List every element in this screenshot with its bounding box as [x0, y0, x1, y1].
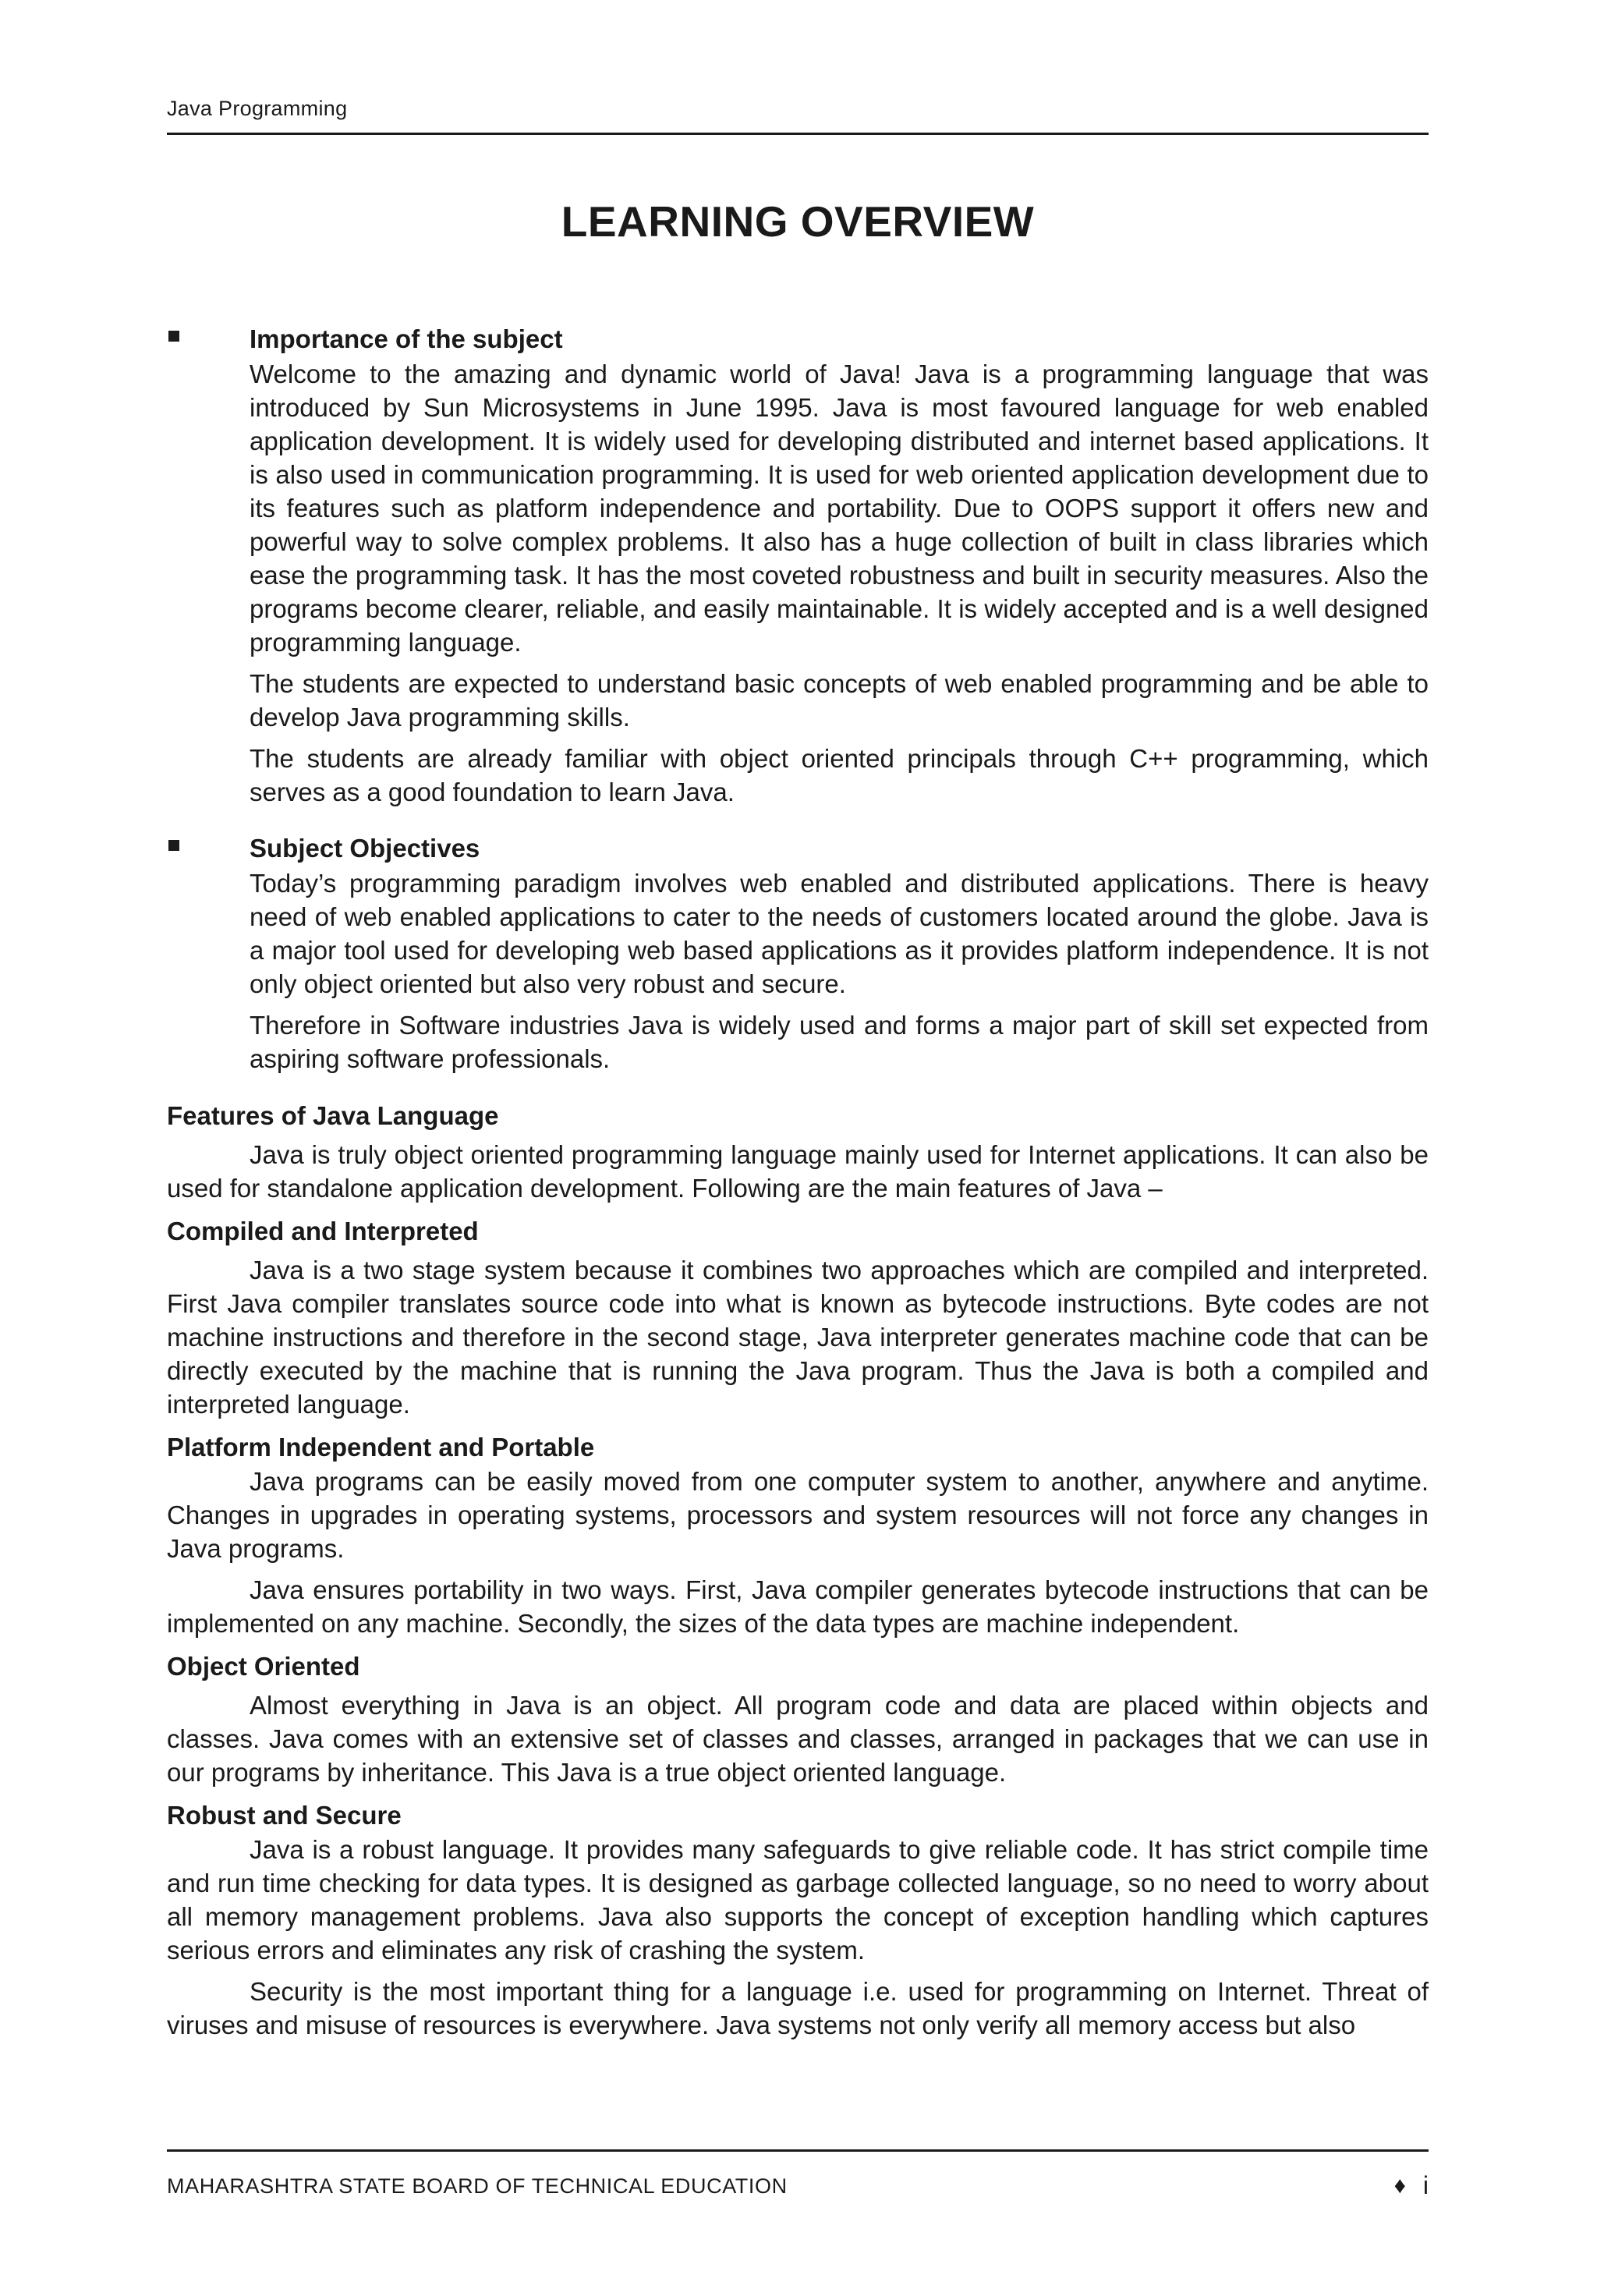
paragraph: Java is a robust language. It provides many safeguards to give reliable code. It has strict compile time and run time checking for data types. It is designed as garbage collected language, so no need to worry about all memory management problems. Java also supports the concept of exception handling which captures serious errors and eliminates any risk of crashing the system. [167, 1835, 1429, 1965]
square-bullet-icon [168, 331, 179, 342]
overview-item-objectives [167, 831, 1429, 1075]
section-heading: Compiled and Interpreted [167, 1217, 479, 1245]
document-page [167, 0, 1429, 2296]
paragraph: Java ensures portability in two ways. First, Java compiler generates bytecode instructions that can be implemented on any machine. Secondly, the sizes of the data types are machine independent. [167, 1575, 1429, 1638]
page-number: i [1422, 2171, 1429, 2199]
overview-item-importance [167, 321, 1429, 809]
header-rule [167, 133, 1429, 135]
paragraph: Therefore in Software industries Java is widely used and forms a major part of skill set expected from aspiring software professionals. [250, 1011, 1429, 1073]
paragraph: Almost everything in Java is an object. All program code and data are placed within objects and classes. Java comes with an extensive set of classes and classes, arranged in packages that we can use in our programs by inheritance. This Java is a true object oriented language. [167, 1691, 1429, 1787]
paragraph: The students are already familiar with object oriented principals through C++ programming, which serves as a good foundation to learn Java. [250, 744, 1429, 806]
section-platform-independent [167, 1430, 1429, 1640]
section-robust-secure [167, 1798, 1429, 2042]
diamond-icon: ♦ [1393, 2172, 1406, 2199]
section-compiled-interpreted [167, 1214, 1429, 1421]
footer-rule [167, 2149, 1429, 2152]
page-title: LEARNING OVERVIEW [561, 197, 1035, 246]
paragraph: Today’s programming paradigm involves web enabled and distributed applications. There is heavy need of web enabled applications to cater to the needs of customers located around the globe. Java is a major tool used for developing web based applications as it provides platform independence. It is not only object oriented but also very robust and secure. [250, 869, 1429, 998]
section-heading: Features of Java Language [167, 1101, 499, 1130]
paragraph: Security is the most important thing for a language i.e. used for programming on Internet. Threat of viruses and misuse of resources is everywhere. Java systems not only verify all memory access but also [167, 1977, 1429, 2039]
section-heading: Robust and Secure [167, 1801, 402, 1830]
section-features [167, 1099, 1429, 1205]
overview-heading: Importance of the subject [250, 324, 563, 353]
paragraph: Java programs can be easily moved from one computer system to another, anywhere and anytime. Changes in upgrades in operating systems, processors and system resources will not force any changes in Java programs. [167, 1467, 1429, 1563]
running-head: Java Programming [167, 97, 348, 120]
footer-publisher: MAHARASHTRA STATE BOARD OF TECHNICAL EDUCATION [167, 2174, 788, 2198]
section-heading: Platform Independent and Portable [167, 1433, 595, 1462]
square-bullet-icon [168, 840, 179, 851]
section-object-oriented [167, 1649, 1429, 1789]
paragraph: Java is a two stage system because it combines two approaches which are compiled and interpreted. First Java compiler translates source code into what is known as bytecode instructions. Byte codes are not machine instructions and therefore in the second stage, Java interpreter generates machine code that can be directly executed by the machine that is running the Java program. Thus the Java is both a compiled and interpreted language. [167, 1256, 1429, 1419]
paragraph: The students are expected to understand basic concepts of web enabled programming and be able to develop Java programming skills. [250, 669, 1429, 732]
overview-heading: Subject Objectives [250, 834, 480, 863]
paragraph: Welcome to the amazing and dynamic world of Java! Java is a programming language that was introduced by Sun Microsystems in June 1995. Java is most favoured language for web enabled application development. It is widely used for developing distributed and internet based applications. It is also used in communication programming. It is used for web oriented application development due to its features such as platform independence and portability. Due to OOPS support it offers new and powerful way to solve complex problems. It also has a huge collection of built in class libraries which ease the programming task. It has the most coveted robustness and built in security measures. Also the programs become clearer, reliable, and easily maintainable. It is widely accepted and is a well designed programming language. [250, 360, 1429, 657]
paragraph: Java is truly object oriented programming language mainly used for Internet applications. It can also be used for standalone application development. Following are the main features of Java – [167, 1140, 1429, 1203]
section-heading: Object Oriented [167, 1652, 360, 1681]
main-content [167, 321, 1429, 2042]
page-number-block [1394, 2171, 1429, 2200]
